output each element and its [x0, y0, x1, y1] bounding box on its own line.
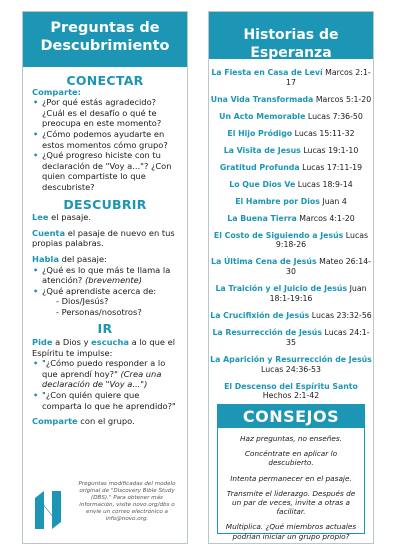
story-reference: Lucas 23:32-56 — [311, 311, 372, 320]
pide-line — [32, 337, 178, 358]
list-item: • ¿Cómo podemos ayudarte en estos momentos cómo grupo? — [32, 129, 178, 150]
story-reference: Juan 4 — [322, 196, 347, 206]
story-reference: Marcos 4:1-20 — [299, 213, 355, 223]
list-item: • "¿Con quién quiere que comparta lo que he aprendido?" — [32, 390, 178, 411]
story-item — [209, 214, 373, 224]
story-reference: Lucas 19:1-10 — [303, 145, 359, 155]
tips-list — [218, 434, 364, 541]
story-title: Gratitud Profunda — [219, 162, 300, 172]
habla-line — [32, 254, 178, 265]
tip-item: Concéntrate en aplicar lo descubierto. — [244, 449, 338, 468]
habla-rest: del pasaje: — [58, 253, 107, 264]
cuenta-line — [32, 228, 178, 249]
story-title: El Costo de Siguiendo a Jesús — [213, 230, 344, 240]
story-title: La Resurrección de Jesús — [212, 327, 322, 337]
story-item — [209, 129, 373, 139]
escucha-word: escucha — [91, 337, 129, 348]
comparte-rest: con el grupo. — [77, 416, 135, 427]
consejos-title: CONSEJOS — [218, 405, 364, 428]
lee-word: Lee — [32, 212, 49, 223]
story-item — [209, 197, 373, 207]
discovery-questions-body — [23, 73, 187, 427]
stories-of-hope-card — [208, 11, 374, 544]
story-reference: Hechos 2:1-42 — [262, 391, 320, 401]
story-title: Lo Que Dios Ve — [229, 179, 296, 189]
story-item — [209, 95, 373, 105]
story-item — [209, 382, 373, 402]
story-title: La Última Cena de Jesús — [211, 257, 317, 267]
pide-word: Pide — [32, 337, 53, 348]
story-title: La Traición y el Juicio de Jesús — [215, 284, 348, 294]
consejos-box — [217, 404, 365, 541]
list-item — [32, 265, 178, 286]
tip-item: Transmite el liderazgo. Después de un par de veces, invite a otras a facilitar. — [226, 488, 356, 517]
habla-word: Habla — [32, 253, 59, 264]
story-reference: Lucas 17:11-19 — [302, 162, 363, 172]
story-item — [209, 328, 373, 348]
story-title: El Hambre por Dios — [235, 196, 320, 206]
list-item: • ¿Qué aprendiste acerca de: — [32, 286, 178, 297]
pide-mid2: a lo que el Espíritu te impulse: — [32, 337, 176, 358]
story-reference: Lucas 24:1-35 — [286, 327, 370, 347]
story-reference: Mateo 26:14-30 — [286, 257, 371, 277]
discovery-questions-card — [22, 11, 188, 544]
conectar-heading: CONECTAR — [66, 73, 144, 88]
story-title: Una Vida Transformada — [210, 94, 314, 104]
conectar-list — [32, 97, 178, 192]
story-item — [209, 68, 373, 88]
comparte-line — [32, 416, 178, 427]
pide-mid1: a Dios y — [52, 337, 92, 348]
footer-note: Preguntas modificadas del modelo original de "Discovery Bible Study (DBS)." Para obtener más información, visite novo.org/dbs o envíe un correo electrónico a info@novo.org. — [78, 481, 176, 522]
stories-title: Historias de Esperanza — [209, 12, 373, 59]
story-item — [209, 180, 373, 190]
story-title: La Crucifixión de Jesús — [210, 311, 310, 320]
story-item — [209, 231, 373, 251]
tip-item: Intenta permanecer en el pasaje. — [230, 473, 352, 483]
story-reference: Marcos 5:1-20 — [315, 94, 372, 104]
cuenta-word: Cuenta — [32, 227, 66, 238]
tip-item: Multiplica. ¿Qué miembros actuales podrían iniciar un grupo propio? — [225, 522, 357, 541]
stories-list — [209, 59, 373, 401]
story-reference: Marcos 2:1-17 — [286, 68, 371, 87]
list-item-note: (brevemente) — [84, 275, 143, 286]
discovery-questions-title: Preguntas de Descubrimiento — [23, 12, 187, 67]
descubrir-heading: DESCUBRIR — [63, 196, 147, 212]
sub-item: - Personas/nosotros? — [56, 306, 142, 317]
list-item — [32, 358, 178, 390]
story-item — [209, 112, 373, 122]
story-title: Un Acto Memorable — [219, 111, 306, 121]
lee-line — [32, 212, 178, 223]
list-item-note: (Crea una declaración de "Voy a...") — [42, 368, 162, 390]
list-item-text: "¿Cómo puedo responder a lo que aprendí hoy?" — [42, 358, 166, 379]
story-reference: Lucas 7:36-50 — [307, 111, 363, 121]
story-reference: Juan 18:1-19:16 — [269, 284, 367, 304]
comparte-word: Comparte — [32, 416, 78, 427]
story-title: La Visita de Jesus — [223, 145, 301, 155]
lee-rest: el pasaje. — [48, 212, 92, 223]
novo-logo-icon — [33, 489, 63, 531]
story-title: La Fiesta en Casa de Leví — [211, 68, 323, 77]
conectar-lead: Comparte: — [32, 86, 81, 97]
story-item — [209, 146, 373, 156]
ir-heading: IR — [97, 321, 113, 337]
card-footer — [23, 473, 187, 543]
story-item — [209, 257, 373, 277]
story-item — [209, 355, 373, 375]
ir-list — [32, 358, 178, 411]
story-reference: Lucas 9:18-26 — [275, 230, 369, 250]
story-title: La Buena Tierra — [227, 213, 297, 223]
descubrir-list — [32, 265, 178, 297]
story-reference: Lucas 24:36-53 — [261, 364, 321, 374]
story-item — [209, 163, 373, 173]
story-reference: Lucas 18:9-14 — [297, 179, 353, 189]
story-item — [209, 311, 373, 321]
story-item — [209, 284, 373, 304]
story-title: La Aparición y Resurrección de Jesús — [210, 354, 372, 364]
cuenta-rest: el pasaje de nuevo en tus propias palabras. — [32, 227, 175, 249]
story-title: El Hijo Pródigo — [227, 128, 293, 138]
list-item: • ¿Qué progreso hiciste con tu declaración de "Voy a..."? ¿Con quien compartiste lo que descubriste? — [32, 150, 178, 192]
list-item: • ¿Por qué estás agradecido? ¿Cuál es el desafío o qué te preocupa en este momento? — [32, 97, 178, 129]
tip-item: Haz preguntas, no enseñes. — [240, 434, 342, 443]
story-title: El Descenso del Espíritu Santo — [224, 381, 358, 391]
story-reference: Lucas 15:11-32 — [294, 128, 355, 138]
list-item-text: ¿Qué es lo que más te llama la atención? — [42, 264, 171, 286]
sub-item: - Dios/Jesús? — [56, 296, 109, 307]
